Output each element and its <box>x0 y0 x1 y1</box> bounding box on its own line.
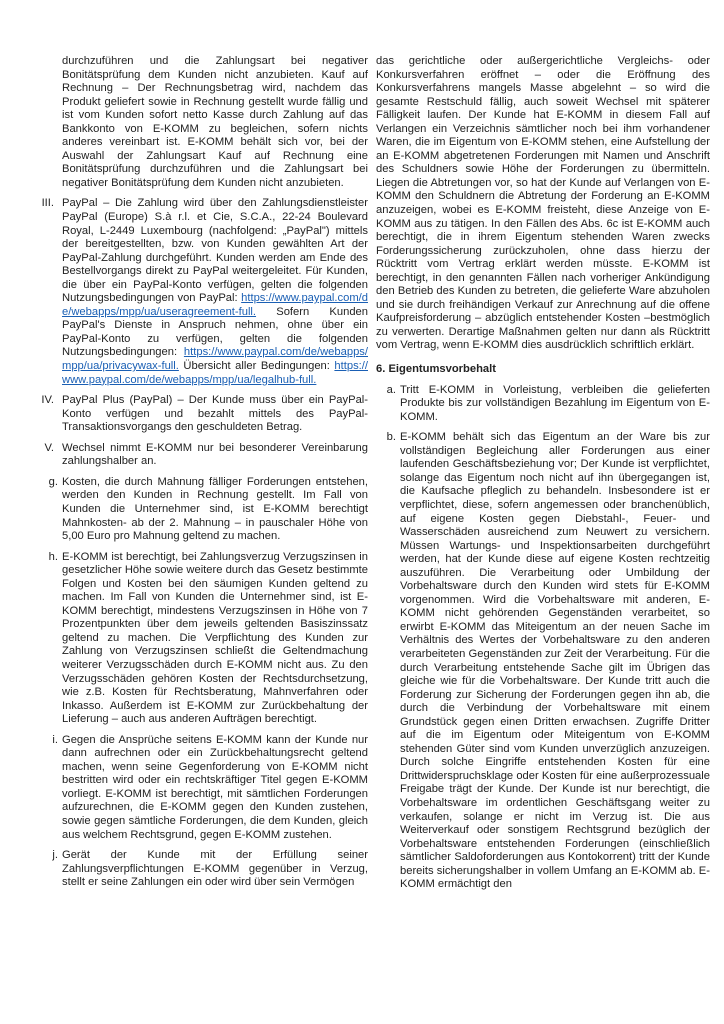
list-item-paypal <box>38 197 368 387</box>
list-item-a <box>376 384 710 425</box>
paragraph-continuation: das gerichtliche oder außergerichtliche Vergleichs- oder Konkursverfahren eröffnet – oder die Eröffnung des Konkursverfahrens mangels Masse abgelehnt – so wird die gesamte Restschuld fällig, auch soweit Wechsel mit späterer Fälligkeit laufen. Der Kunde hat E-KOMM in diesem Fall auf Verlangen ein Verzeichnis sämtlicher noch bei ihm vorhandener Waren, die im Eigentum von E-KOMM stehen, eine Aufstellung der an E-KOMM abgetretenen Forderungen mit Namen und Anschrift des Schuldners sowie Höhe der Forderungen zu übermitteln. Liegen die Abtretungen vor, so hat der Kunde auf Verlangen von E-KOMM den Schuldnern die Abtretung der Forderung an E-KOMM anzuzeigen, wobei es E-KOMM freisteht, diese Anzeige von E-KOMM aus zu tätigen. In den Fällen des Abs. 6c ist E-KOMM auch berechtigt, die in ihrem Eigentum stehenden Waren zwecks Forderungssicherung zurückzuholen, ohne dass hierzu der Rücktritt vom Vertrag erklärt werden müsste. E-KOMM ist berechtigt, in den genannten Fällen nach vorheriger Ankündigung den Betrieb des Kunden zu betreten, die gelieferte Ware abzuholen und sie durch freihändigen Verkauf zur Anrechnung auf die offene Kaufpreisforderung – abzüglich entstehender Kosten –bestmöglich zu verwerten. Derartige Maßnahmen gelten nur dann als Rücktritt vom Vertrag, wenn E-KOMM dies ausdrücklich schriftlich erklärt. <box>376 55 710 352</box>
text-segment: PayPal – Die Zahlung wird über den Zahlungsdienstleister PayPal (Europe) S.à r.l. et Cie, S.C.A., 22-24 Boulevard Royal, L-2449 Luxembourg (nachfolgend: „PayPal") mittels der bereitgestellten, bzw. von Kunden gewählten Art der PayPal-Zahlung durchgeführt. Kunden werden am Ende des Bestellvorgangs direkt zu PayPal weitergeleitet. Für Kunden, die über ein PayPal-Konto verfügen, gelten die folgenden Nutzungsbedingungen von PayPal: <box>62 197 368 305</box>
list-item-text: Gerät der Kunde mit der Erfüllung seiner Zahlungsverpflichtungen E-KOMM gegenüber in Verzug, stellt er seine Zahlungen ein oder wird über sein Vermögen <box>62 849 368 889</box>
list-marker: b. <box>386 431 396 444</box>
list-item-i <box>38 734 368 842</box>
list-marker: V. <box>44 441 54 454</box>
right-column <box>376 55 710 892</box>
list-item-b <box>376 431 710 892</box>
list-marker: a. <box>386 383 396 396</box>
list-item-text: E-KOMM behält sich das Eigentum an der Ware bis zur vollständigen Begleichung aller Forderungen aus einer laufenden Geschäftsbeziehung vor; Der Kunde ist verpflichtet, solange das Eigentum noch nicht auf ihn übergegangen ist, die Kaufsache pfleglich zu behandeln. Insbesondere ist er verpflichtet, diese, sofern angemessen oder branchenüblich, auf eigene Kosten gegen Diebstahl-, Feuer- und Wasserschäden ausreichend zum Neuwert zu versichern. Müssen Wartungs- und Inspektionsarbeiten durchgeführt werden, hat der Kunde diese auf eigene Kosten rechtzeitig auszuführen. Die Verarbeitung oder Umbildung der Vorbehaltsware durch den Kunden wird stets für E-KOMM vorgenommen. Wird die Vorbehaltsware mit anderen, E-KOMM nicht gehörenden Gegenständen verarbeitet, so erwirbt E-KOMM das Miteigentum an der neuen Sache im Verhältnis des Wertes der Vorbehaltsware zu den anderen verarbeiteten Gegenständen zur Zeit der Verarbeitung. Für die durch Verarbeitung entstehende Sache gilt im Übrigen das gleiche wie für die Vorbehaltsware. Der Kunde tritt auch die Forderung zur Sicherung der Forderungen gegen ihn ab, die durch die Verbindung der Vorbehaltsware mit einem Grundstück gegen einen Dritten erwachsen. Zugriffe Dritter auf die im Eigentum oder Miteigentum von E-KOMM stehenden Güter sind vom Kunden unverzüglich anzuzeigen. Durch solche Eingriffe entstehenden Kosten für eine Drittwiderspruchsklage oder Kosten für eine außerprozessuale Freigabe trägt der Kunde. Der Kunde ist nur berechtigt, die Vorbehaltsware im ordentlichen Geschäftsgang weiter zu verkaufen, solange er nicht im Verzug ist. Die aus Weiterverkauf oder sonstigem Rechtsgrund bezüglich der Vorbehaltsware entstehenden Forderungen (einschließlich sämtlicher Saldoforderungen aus Kontokorrent) tritt der Kunde bereits sicherungshalber in vollem Umfang an E-KOMM ab. E-KOMM ermächtigt den <box>400 431 710 891</box>
list-marker: j. <box>52 849 58 862</box>
list-marker: i. <box>52 733 58 746</box>
list-item-g <box>38 476 368 544</box>
list-item-paypal-plus <box>38 394 368 435</box>
text-segment: Übersicht aller Bedingungen: <box>178 360 335 373</box>
list-item-j <box>38 849 368 890</box>
list-item-text: Tritt E-KOMM in Vorleistung, verbleiben die gelieferten Produkte bis zur vollständigen Bezahlung im Eigentum von E-KOMM. <box>400 383 710 423</box>
left-column <box>38 55 368 890</box>
list-item-wechsel <box>38 442 368 469</box>
list-item-text <box>62 197 368 387</box>
list-marker: III. <box>41 197 54 210</box>
paypal-useragreement-link[interactable]: https://www.paypal.com/de/webapps/mpp/ua/useragreement-full. <box>62 292 368 318</box>
list-item-text: Wechsel nimmt E-KOMM nur bei besonderer Vereinbarung zahlungshalber an. <box>62 441 368 468</box>
list-marker: IV. <box>41 394 54 407</box>
list-item-text: PayPal Plus (PayPal) – Der Kunde muss über ein PayPal-Konto verfügen und bezahlt mittels des PayPal-Transaktionsvorgangs den geschuldeten Betrag. <box>62 394 368 434</box>
list-marker: g. <box>48 475 58 488</box>
paragraph-continuation: durchzuführen und die Zahlungsart bei negativer Bonitätsprüfung dem Kunden nicht anzubieten. Kauf auf Rechnung – Der Rechnungsbetrag wird, nachdem das Produkt geliefert sowie in Rechnung gestellt wurde fällig und ist vom Kunden sofort netto Kasse durch Zahlung auf das Bankkonto von E-KOMM zu begleichen, sofern nichts anderes vereinbart ist. E-KOMM behält sich vor, bei der Auswahl der Zahlungsart Kauf auf Rechnung eine Bonitätsprüfung durchzuführen und die Zahlungsart bei negativer Bonitätsprüfung dem Kunden nicht anzubieten. <box>62 55 368 189</box>
list-item-text: Kosten, die durch Mahnung fälliger Forderungen entstehen, werden den Kunden in Rechnung gestellt. Im Fall von Kunden die Unternehmer sind, ist E-KOMM berechtigt Mahnkosten- ab der 2. Mahnung – in pauschaler Höhe von 5,00 Euro pro Mahnung geltend zu machen. <box>62 475 368 543</box>
text-segment: Sofern Kunden PayPal's Dienste in Anspruch nehmen, ohne über ein PayPal-Konto zu verfügen, gelten die folgenden Nutzungsbedingungen: <box>62 305 368 359</box>
section-heading: 6. Eigentumsvorbehalt <box>376 363 496 376</box>
list-marker: h. <box>48 550 58 563</box>
list-item-text: E-KOMM ist berechtigt, bei Zahlungsverzug Verzugszinsen in gesetzlicher Höhe sowie weitere durch das Gesetz bestimmte Folgen und Kosten bei den säumigen Kunden geltend zu machen. Im Fall von Kunden die Unternehmer sind, ist E-KOMM berechtigt, mindestens Verzugszinsen in Höhe von 7 Prozentpunkten über dem jeweils geltenden Basiszinssatz geltend zu machen. Die Verpflichtung des Kunden zur Zahlung von Verzugszinsen schließt die Geltendmachung weiterer Verzugsschäden durch E-KOMM nicht aus. Zu den Verzugsschäden gehören Kosten der Rechtsdurchsetzung, wie z.B. Kosten für Rechtsberatung, Mahnverfahren oder Inkasso. Außerdem ist E-KOMM zur Zurückbehaltung der Lieferung – auch aus anderen Aufträgen berechtigt. <box>62 550 368 726</box>
paypal-legalhub-link[interactable]: https://www.paypal.com/de/webapps/mpp/ua/legalhub-full. <box>62 360 368 386</box>
paypal-privacywax-link[interactable]: https://www.paypal.com/de/webapps/mpp/ua/privacywax-full. <box>62 346 368 373</box>
list-item-text: Gegen die Ansprüche seitens E-KOMM kann der Kunde nur dann aufrechnen oder ein Zurückbehaltungsrecht geltend machen, wenn seine Gegenforderung von E-KOMM nicht bestritten wird oder ein rechtskräftiger Titel gegen E-KOMM vorliegt. E-KOMM ist berechtigt, mit sämtlichen Forderungen aufzurechnen, die E-KOMM gegen den Kunden zustehen, sowie gegen sämtliche Forderungen, die dem Kunden, gleich aus welchem Rechtsgrund, gegen E-KOMM zustehen. <box>62 733 368 841</box>
list-item-h <box>38 551 368 727</box>
